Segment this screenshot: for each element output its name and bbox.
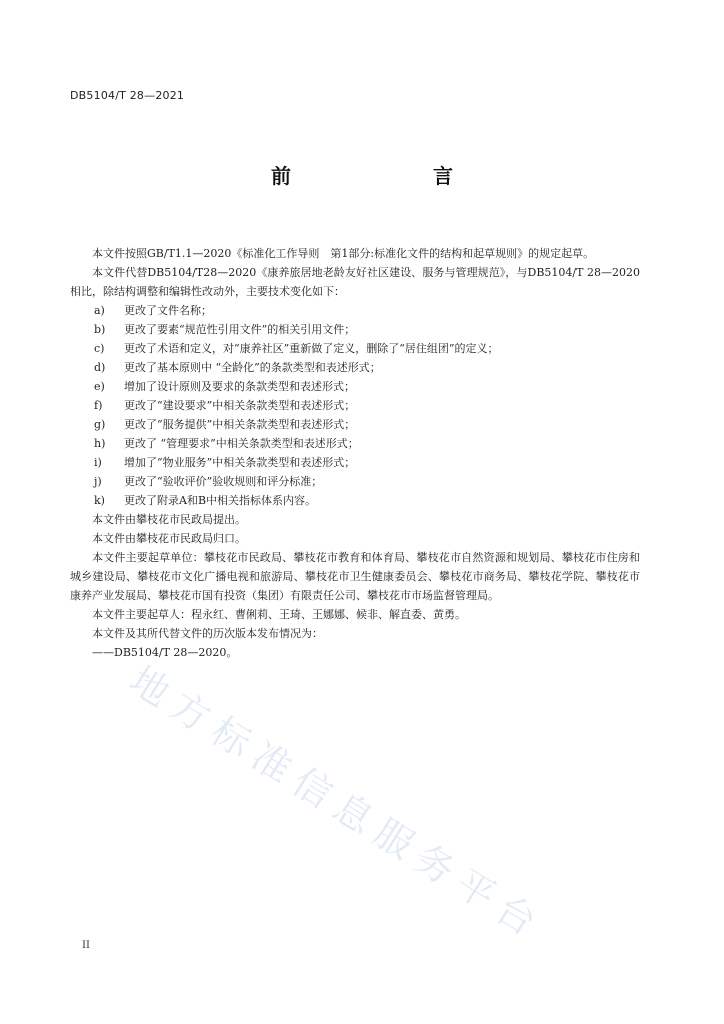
list-marker: g) [94,418,106,431]
list-item-text: 更改了附录A和B中相关指标体系内容。 [124,494,317,507]
drafters: 本文件主要起草人：程永红、曹俐莉、王琦、王娜娜、候非、解直委、黄勇。 [92,608,466,621]
drafting-units: 本文件主要起草单位：攀枝花市民政局、攀枝花市教育和体育局、攀枝花市自然资源和规划局、攀枝花市住房和城乡建设局、攀枝花市文化广播电视和旅游局、攀枝花市卫生健康委员会、攀枝花市商务局、攀枝花学院、攀枝花市康养产业发展局、攀枝花市国有投资（集团）有限责任公司、攀枝花市市场监督管理局。 [70,551,640,602]
list-marker: h) [94,437,106,450]
list-item-text: 更改了要素“规范性引用文件”的相关引用文件； [124,323,356,336]
page-title: 前 言 [271,164,487,188]
page-number: II [82,940,90,951]
list-marker: c) [94,342,105,355]
watermark: 地方标准信息服务平台 [121,657,553,950]
history-intro: 本文件及其所代替文件的历次版本发布情况为： [92,627,323,640]
list-item [70,434,640,453]
list-marker: a) [94,304,105,317]
list-marker: f) [94,399,103,412]
managed-by: 本文件由攀枝花市民政局归口。 [92,532,246,545]
changes-list [70,301,640,510]
list-marker: d) [94,361,106,374]
list-marker: b) [94,323,106,336]
list-item-text: 增加了设计原则及要求的条款类型和表述形式； [124,380,355,393]
document-id: DB5104/T 28—2021 [70,89,185,102]
list-item-text: 更改了文件名称； [124,304,212,317]
list-item [70,358,640,377]
list-item-text: 更改了“建设要求”中相关条款类型和表述形式； [124,399,356,412]
list-marker: j) [94,475,102,488]
list-item [70,377,640,396]
list-item [70,453,640,472]
list-item [70,320,640,339]
list-item [70,301,640,320]
document-body [70,244,640,662]
list-item [70,415,640,434]
list-marker: e) [94,380,105,393]
list-item [70,491,640,510]
list-item-text: 更改了基本原则中 “全龄化”的条款类型和表述形式； [124,361,381,374]
list-item-text: 更改了“服务提供”中相关条款类型和表述形式； [124,418,356,431]
list-item-text: 更改了术语和定义，对“康养社区”重新做了定义，删除了“居住组团”的定义； [124,342,499,355]
proposed-by: 本文件由攀枝花市民政局提出。 [92,513,246,526]
list-marker: k) [94,494,105,507]
history-item: ——DB5104/T 28—2020。 [92,646,238,659]
paragraph-replacement: 本文件代替DB5104/T28—2020《康养旅居地老龄友好社区建设、服务与管理规范》，与DB5104/T 28—2020相比，除结构调整和编辑性改动外，主要技术变化如下： [70,266,640,298]
list-item [70,396,640,415]
paragraph-drafting-rules: 本文件按照GB/T1.1—2020《标准化工作导则 第1部分:标准化文件的结构和起草规则》的规定起草。 [92,247,595,260]
list-item-text: 更改了 “管理要求”中相关条款类型和表述形式； [124,437,359,450]
list-item [70,339,640,358]
list-marker: i) [94,456,102,469]
list-item-text: 增加了“物业服务”中相关条款类型和表述形式； [124,456,356,469]
list-item-text: 更改了“验收评价”验收规则和评分标准； [124,475,323,488]
list-item [70,472,640,491]
